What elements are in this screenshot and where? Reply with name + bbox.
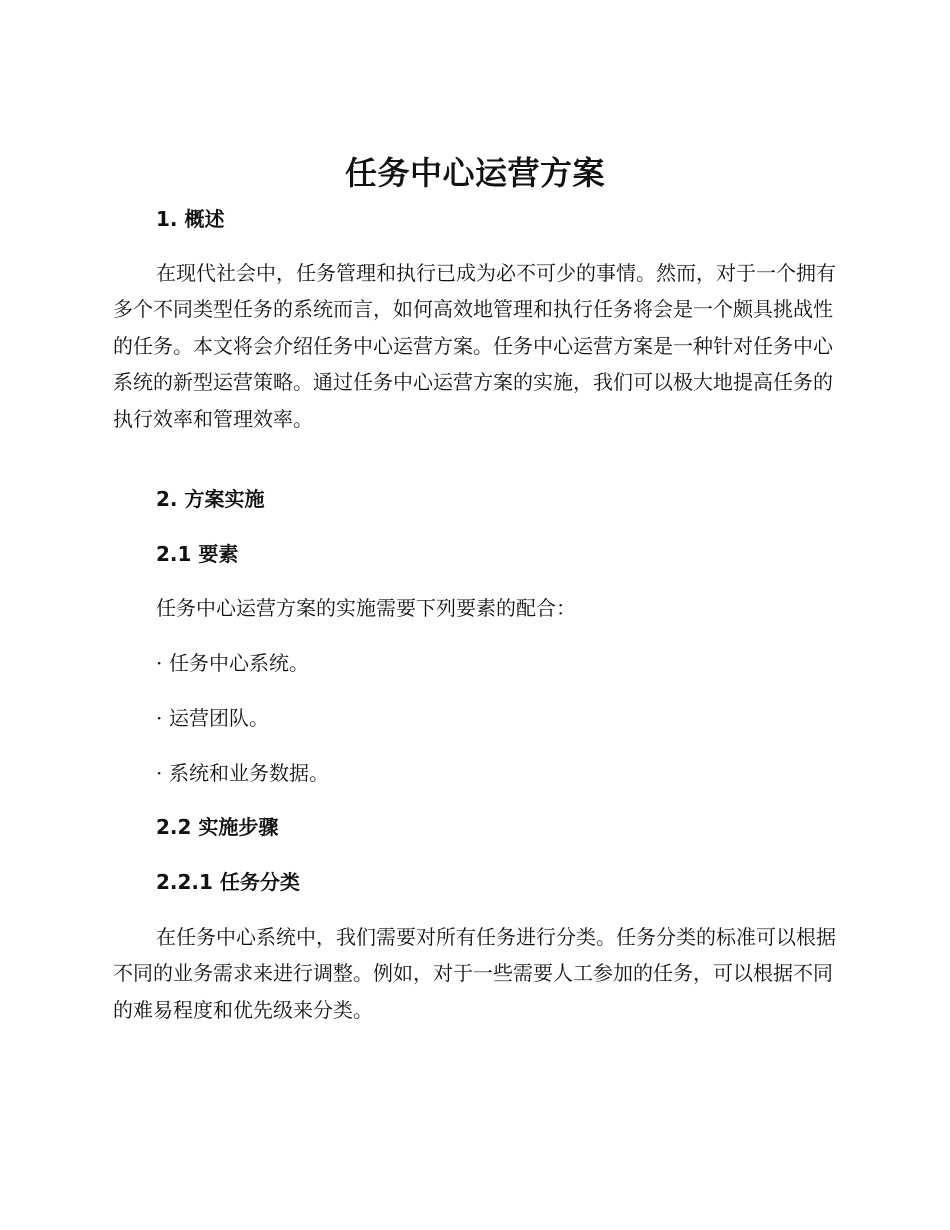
- bullet-dot: ·: [156, 651, 163, 675]
- list-item-text: 任务中心系统。: [169, 651, 309, 675]
- list-item-text: 系统和业务数据。: [169, 761, 329, 785]
- section-heading-overview: 1. 概述: [156, 207, 225, 231]
- list-item: [156, 703, 269, 733]
- classification-paragraph: 在任务中心系统中，我们需要对所有任务进行分类。任务分类的标准可以根据不同的业务需求来进行调整。例如，对于一些需要人工参加的任务，可以根据不同的难易程度和优先级来分类。: [113, 925, 836, 1022]
- section-heading-elements: 2.1 要素: [156, 542, 239, 566]
- elements-intro: 任务中心运营方案的实施需要下列要素的配合：: [156, 596, 576, 620]
- bullet-dot: ·: [156, 706, 163, 730]
- bullet-dot: ·: [156, 761, 163, 785]
- list-item: [156, 648, 309, 678]
- overview-paragraph: 在现代社会中，任务管理和执行已成为必不可少的事情。然而，对于一个拥有多个不同类型任务的系统而言，如何高效地管理和执行任务将会是一个颇具挑战性的任务。本文将会介绍任务中心运营方案。任务中心运营方案是一种针对任务中心系统的新型运营策略。通过任务中心运营方案的实施，我们可以极大地提高任务的执行效率和管理效率。: [113, 261, 836, 431]
- document-title: 任务中心运营方案: [344, 154, 605, 192]
- list-item: [156, 758, 329, 788]
- list-item-text: 运营团队。: [169, 706, 269, 730]
- section-heading-implementation: 2. 方案实施: [156, 487, 265, 511]
- section-heading-classification: 2.2.1 任务分类: [156, 870, 300, 894]
- section-heading-steps: 2.2 实施步骤: [156, 815, 279, 839]
